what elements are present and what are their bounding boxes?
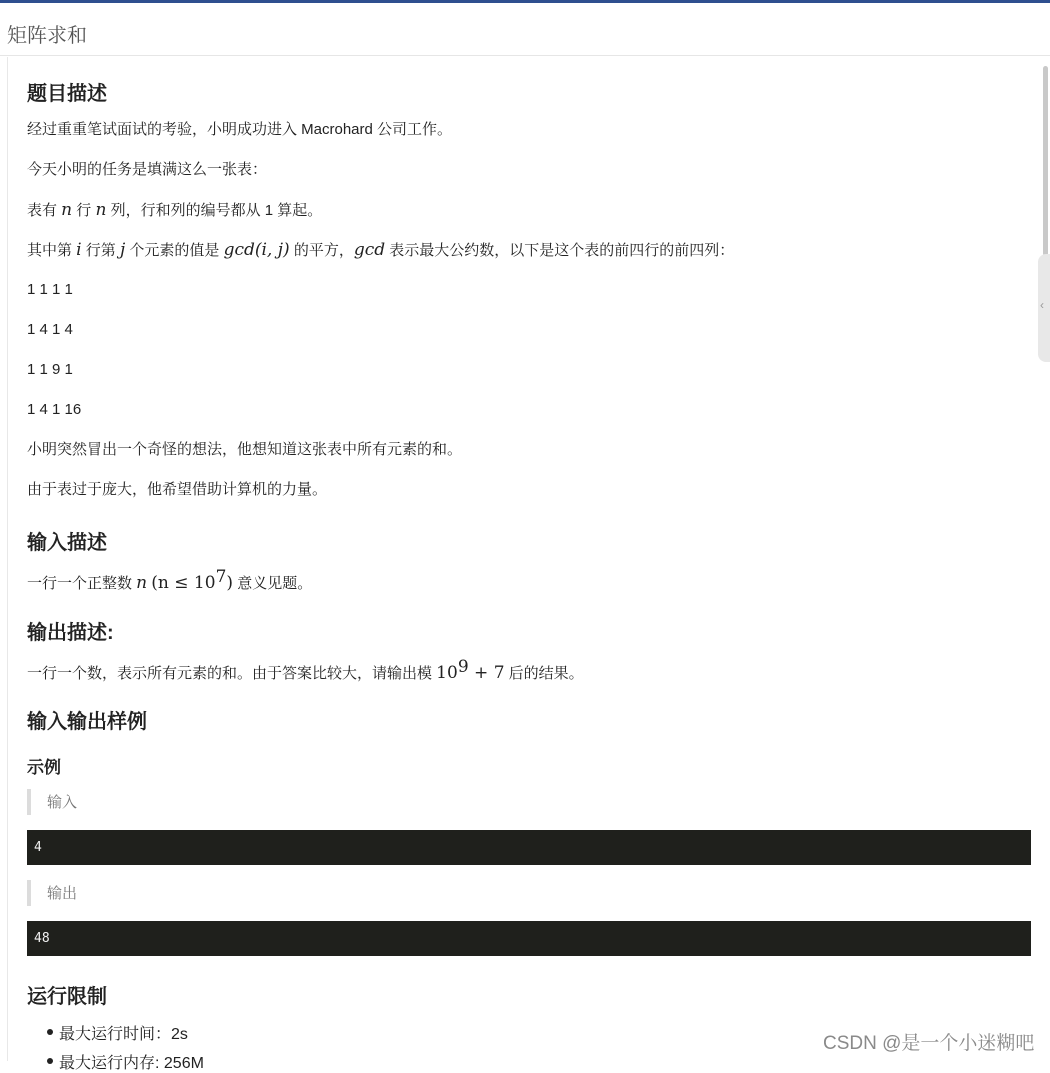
page-title: 矩阵求和	[7, 25, 87, 47]
math-n: n	[136, 573, 148, 593]
text: 一行一个正整数	[27, 575, 137, 592]
watermark: CSDN @是一个小迷糊吧	[823, 1033, 1035, 1054]
table-row-4: 1 4 1 16	[27, 401, 82, 418]
text: 其中第	[27, 242, 77, 259]
sample-input-label	[27, 789, 1031, 815]
text: 个元素的值是	[125, 242, 224, 259]
math-j: j	[119, 240, 126, 260]
example-heading: 示例	[27, 758, 61, 777]
sample-heading: 输入输出样例	[27, 711, 147, 733]
text: 意义见题。	[233, 575, 313, 592]
label-text: 输入	[47, 794, 78, 811]
title-bar	[0, 3, 1050, 56]
table-row-3: 1 1 9 1	[27, 361, 73, 378]
math-exponent: 9	[457, 657, 469, 677]
output-description	[27, 657, 584, 684]
limits-heading: 运行限制	[27, 986, 107, 1008]
desc-paragraph-4	[27, 240, 734, 261]
text: 的平方，	[289, 242, 354, 259]
input-heading: 输入描述	[27, 532, 107, 554]
label-text: 输出	[47, 885, 78, 902]
description-heading: 题目描述	[27, 83, 107, 105]
math-close: )	[226, 573, 234, 593]
math-i: i	[76, 240, 82, 260]
table-row-2: 1 4 1 4	[27, 321, 73, 338]
code-text[interactable]: 48	[34, 931, 50, 946]
scrollbar-thumb[interactable]	[1043, 66, 1048, 256]
text: 后的结果。	[504, 665, 584, 682]
text: 行第	[81, 242, 120, 259]
math-exponent: 7	[215, 567, 227, 587]
input-description	[27, 567, 312, 594]
math-constraint: (n ≤ 10	[151, 573, 216, 593]
math-base: 10	[436, 663, 458, 683]
sample-output-code[interactable]	[27, 921, 1031, 956]
desc-paragraph-5: 小明突然冒出一个奇怪的想法，他想知道这张表中所有元素的和。	[27, 441, 463, 458]
math-gcd-expression: gcd(i, j)	[223, 240, 290, 260]
math-n: n	[95, 200, 107, 220]
chevron-left-icon: ‹	[1040, 298, 1044, 312]
list-item: 最大运行内存: 256M	[59, 1050, 204, 1073]
sample-input-code[interactable]	[27, 830, 1031, 865]
output-heading: 输出描述:	[27, 622, 114, 644]
desc-paragraph-6: 由于表过于庞大，他希望借助计算机的力量。	[27, 481, 328, 498]
side-panel-toggle[interactable]	[1038, 254, 1050, 362]
code-text[interactable]: 4	[34, 840, 42, 855]
math-n: n	[61, 200, 73, 220]
text: 一行一个数，表示所有元素的和。由于答案比较大，请输出模	[27, 665, 437, 682]
sample-output-label	[27, 880, 1031, 906]
text: 行	[72, 202, 96, 219]
desc-paragraph-2: 今天小明的任务是填满这么一张表：	[27, 161, 268, 178]
text: 列，行和列的编号都从 1 算起。	[106, 202, 323, 219]
math-gcd: gcd	[353, 240, 386, 260]
table-row-1: 1 1 1 1	[27, 281, 73, 298]
text: 表有	[27, 202, 62, 219]
list-item: 最大运行时间：2s	[59, 1021, 188, 1044]
content-border	[7, 57, 8, 1061]
desc-paragraph-1: 经过重重笔试面试的考验，小明成功进入 Macrohard 公司工作。	[27, 121, 453, 138]
text: 表示最大公约数，以下是这个表的前四行的前四列：	[385, 242, 735, 259]
desc-paragraph-3	[27, 200, 322, 221]
math-plus-seven: + 7	[468, 663, 505, 683]
